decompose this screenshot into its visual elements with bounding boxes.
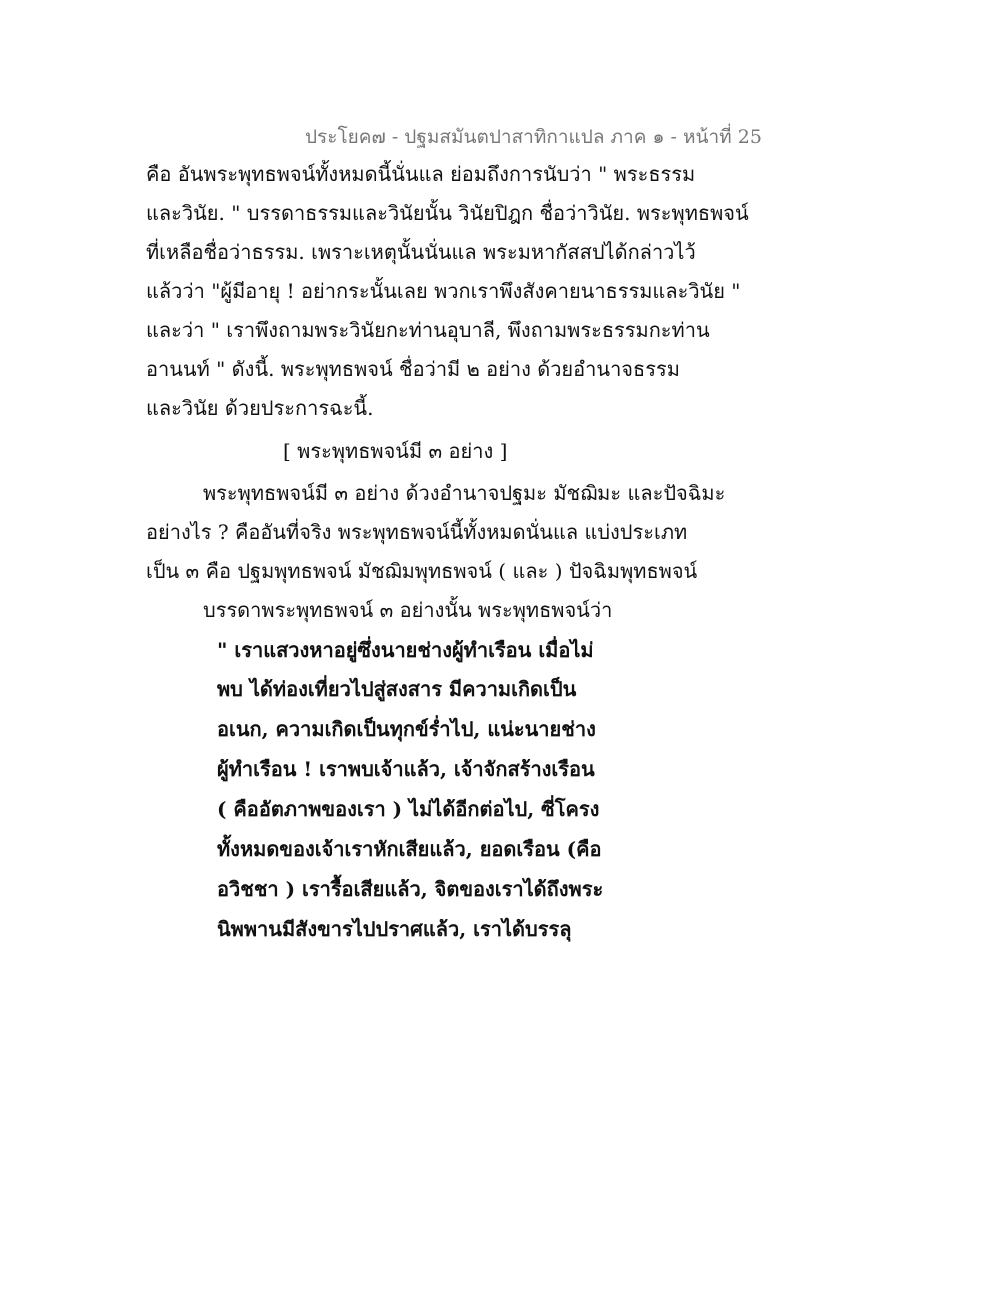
verse-line: นิพพานมีสังขารไปปราศแล้ว, เราได้บรรลุ <box>217 917 572 941</box>
paragraph-line: แล้วว่า "ผู้มีอายุ ! อย่ากระนั้นเลย พวกเราพึงสังคายนาธรรมและวินัย " <box>146 279 741 303</box>
verse-line: พบ ได้ท่องเที่ยวไปสู่สงสาร มีความเกิดเป็น <box>217 677 577 701</box>
paragraph-line: และวินัย ด้วยประการฉะนี้. <box>146 396 374 420</box>
section-heading: [ พระพุทธพจน์มี ๓ อย่าง ] <box>283 439 508 463</box>
paragraph-line: คือ อันพระพุทธพจน์ทั้งหมดนี้นั่นแล ย่อมถึงการนับว่า " พระธรรม <box>146 162 696 186</box>
paragraph-line: อย่างไร ? คืออันที่จริง พระพุทธพจน์นี้ทั้งหมดนั่นแล แบ่งประเภท <box>146 520 688 544</box>
verse-line: ทั้งหมดของเจ้าเราหักเสียแล้ว, ยอดเรือน (คือ <box>217 837 602 861</box>
page-header: ประโยค๗ - ปฐมสมันตปาสาทิกาแปล ภาค ๑ - หน้าที่ 25 <box>305 126 762 148</box>
verse-line: อเนก, ความเกิดเป็นทุกข์ร่ำไป, แน่ะนายช่าง <box>217 717 596 741</box>
verse-line: " เราแสวงหาอยู่ซึ่งนายช่างผู้ทำเรือน เมื่อไม่ <box>217 638 594 662</box>
paragraph-line: พระพุทธพจน์มี ๓ อย่าง ด้วงอำนาจปฐมะ มัชฌิมะ และปัจฉิมะ <box>203 481 726 505</box>
paragraph-line: อานนท์ " ดังนี้. พระพุทธพจน์ ชื่อว่ามี ๒ อย่าง ด้วยอำนาจธรรม <box>146 357 680 381</box>
verse-line: ผู้ทำเรือน ! เราพบเจ้าแล้ว, เจ้าจักสร้างเรือน <box>217 757 595 781</box>
verse-line: อวิชชา ) เรารื้อเสียแล้ว, จิตของเราได้ถึงพระ <box>217 877 604 901</box>
paragraph-line: เป็น ๓ คือ ปฐมพุทธพจน์ มัชฌิมพุทธพจน์ ( และ ) ปัจฉิมพุทธพจน์ <box>146 559 698 583</box>
paragraph-line: และวินัย. " บรรดาธรรมและวินัยนั้น วินัยปิฎก ชื่อว่าวินัย. พระพุทธพจน์ <box>146 201 749 225</box>
paragraph-line: และว่า " เราพึงถามพระวินัยกะท่านอุบาลี, พึงถามพระธรรมกะท่าน <box>146 318 710 342</box>
verse-line: ( คืออัตภาพของเรา ) ไม่ได้อีกต่อไป, ซี่โครง <box>217 797 600 821</box>
paragraph-line: ที่เหลือชื่อว่าธรรม. เพราะเหตุนั้นนั่นแล พระมหากัสสปได้กล่าวไว้ <box>146 240 696 264</box>
paragraph-line: บรรดาพระพุทธพจน์ ๓ อย่างนั้น พระพุทธพจน์ว่า <box>203 598 613 622</box>
